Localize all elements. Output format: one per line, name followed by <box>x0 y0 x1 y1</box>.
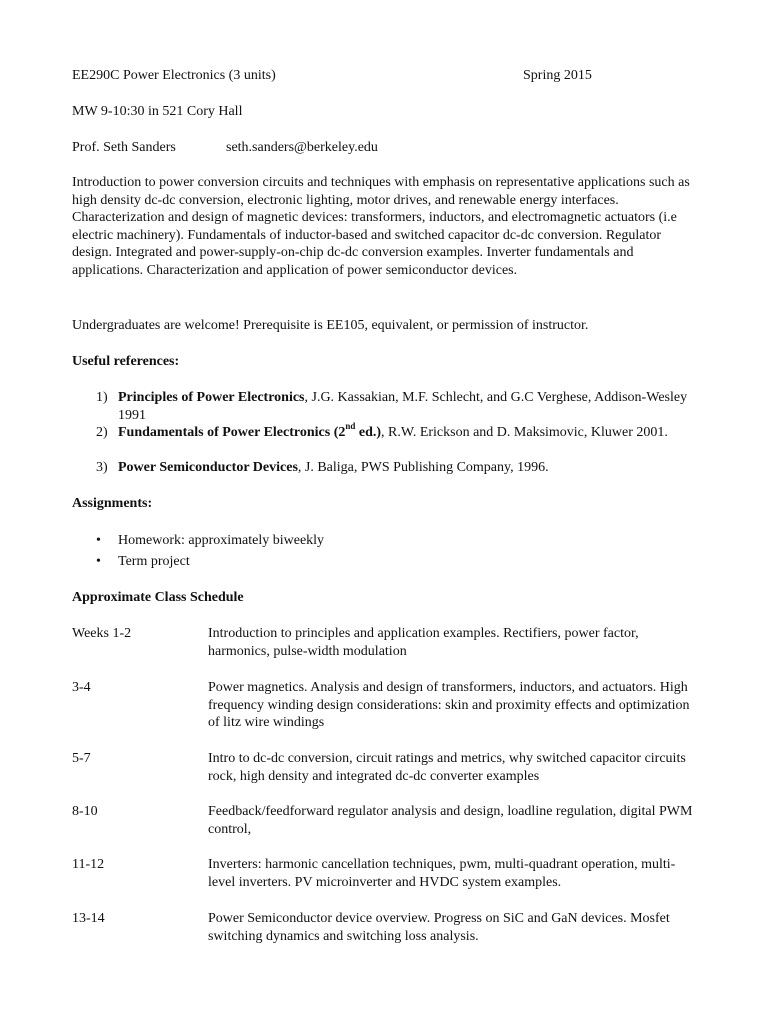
schedule-topic: Power magnetics. Analysis and design of transformers, inductors, and actuators. High frequency winding design considerations: skin and proximity effects and optimization of litz wire windings <box>208 680 690 730</box>
meeting-info: MW 9-10:30 in 521 Cory Hall <box>72 104 243 119</box>
schedule-weeks: Weeks 1-2 <box>72 626 132 641</box>
schedule-weeks: 8-10 <box>72 804 98 819</box>
schedule-weeks: 3-4 <box>72 680 91 695</box>
reference-number: 2) <box>96 425 108 440</box>
term: Spring 2015 <box>523 68 592 83</box>
schedule-topic: Feedback/feedforward regulator analysis and design, loadline regulation, digital PWM control, <box>208 804 693 837</box>
reference-details: , J. Baliga, PWS Publishing Company, 1996. <box>297 460 549 475</box>
course-description: Introduction to power conversion circuits and techniques with emphasis on representative applications such as high density dc-dc conversion, electronic lighting, motor drives, and renewable energy interfaces. Characterization and design of magnetic devices: transformers, inductors, and electromagnetic actuators (i.e electric machinery). Fundamentals of inductor-based and switched capacitor dc-dc conversion. Regulator design. Integrated and power-supply-on-chip dc-dc conversion examples. Inverter fundamentals and applications. Characterization and application of power semiconductor devices. <box>72 175 690 278</box>
schedule-topic: Inverters: harmonic cancellation techniques, pwm, multi-quadrant operation, multi-level inverters. PV microinverter and HVDC system examples. <box>208 857 676 890</box>
course-title: EE290C Power Electronics (3 units) <box>72 68 276 83</box>
instructor-name: Prof. Seth Sanders <box>72 140 176 155</box>
references-heading: Useful references: <box>72 354 180 369</box>
schedule-weeks: 5-7 <box>72 751 91 766</box>
reference-details: , R.W. Erickson and D. Maksimovic, Kluwer 2001. <box>381 425 668 440</box>
assignments-heading: Assignments: <box>72 496 153 511</box>
reference-details: , J.G. Kassakian, M.F. Schlecht, and G.C Verghese, Addison-Wesley 1991 <box>118 390 688 423</box>
syllabus-page: EE290C Power Electronics (3 units) Spring 2015 MW 9-10:30 in 521 Cory Hall Prof. Seth Sanders seth.sanders@berkeley.edu Introduction to power conversion circuits and techniques with emphasis on representative applications such as high density dc-dc conversion, electronic lighting, motor drives, and renewable energy interfaces. Characterization and design of magnetic devices: transformers, inductors, and electromagnetic actuators (i.e electric machinery). Fundamentals of inductor-based and switched capacitor dc-dc conversion. Regulator design. Integrated and power-supply-on-chip dc-dc conversion examples. Inverter fundamentals and applications. Characterization and application of power semiconductor devices. Undergraduates are welcome! Prerequisite is EE105, equivalent, or permission of instructor. Useful references: 1) Principles of Power Electronics, J.G. Kassakian, M.F. Schlecht, and G.C Verghese, Addison-Wesley 1991 2) Fundamentals of Power Electronics (2nd ed.), R.W. Erickson and D. Maksimovic, Kluwer 2001. 3) Power Semiconductor Devices, J. Baliga, PWS Publishing Company, 1996. Assignments: • Homework: approximately biweekly • Term project Approximate Class Schedule Weeks 1-2 Introduction to principles and application examples. Rectifiers, power factor, harmonics, pulse-width modulation 3-4 Power magnetics. Analysis and design of transformers, inductors, and actuators. High frequency winding design considerations: skin and proximity effects and optimization of litz wire windings 5-7 Intro to dc-dc conversion, circuit ratings and metrics, why switched capacitor circuits rock, high density and integrated dc-dc converter examples 8-10 Feedback/feedforward regulator analysis and design, loadline regulation, digital PWM control, 11-12 Inverters: harmonic cancellation techniques, pwm, multi-quadrant operation, multi-level inverters. PV microinverter and HVDC system examples. 13-14 Power Semiconductor device overview. Progress on SiC and GaN devices. Mosfet switching dynamics and switching loss analysis. <box>0 0 768 1024</box>
schedule-weeks: 13-14 <box>72 911 105 926</box>
bullet-icon: • <box>96 554 101 569</box>
schedule-heading: Approximate Class Schedule <box>72 590 244 605</box>
superscript: nd <box>345 421 356 432</box>
reference-number: 3) <box>96 460 108 475</box>
schedule-weeks: 11-12 <box>72 857 105 872</box>
reference-title: Fundamentals of Power Electronics (2nd ed.) <box>118 421 382 440</box>
prerequisite-note: Undergraduates are welcome! Prerequisite is EE105, equivalent, or permission of instructor. <box>72 318 589 333</box>
reference-title: Principles of Power Electronics <box>118 390 305 405</box>
schedule-topic: Introduction to principles and application examples. Rectifiers, power factor, harmonics, pulse-width modulation <box>208 626 639 659</box>
bullet-icon: • <box>96 533 101 548</box>
reference-number: 1) <box>96 390 108 405</box>
schedule-topic: Intro to dc-dc conversion, circuit ratings and metrics, why switched capacitor circuits rock, high density and integrated dc-dc converter examples <box>208 751 686 784</box>
instructor-email: seth.sanders@berkeley.edu <box>226 140 378 155</box>
reference-title: Power Semiconductor Devices <box>118 460 298 475</box>
schedule-topic: Power Semiconductor device overview. Progress on SiC and GaN devices. Mosfet switching dynamics and switching loss analysis. <box>208 911 670 944</box>
